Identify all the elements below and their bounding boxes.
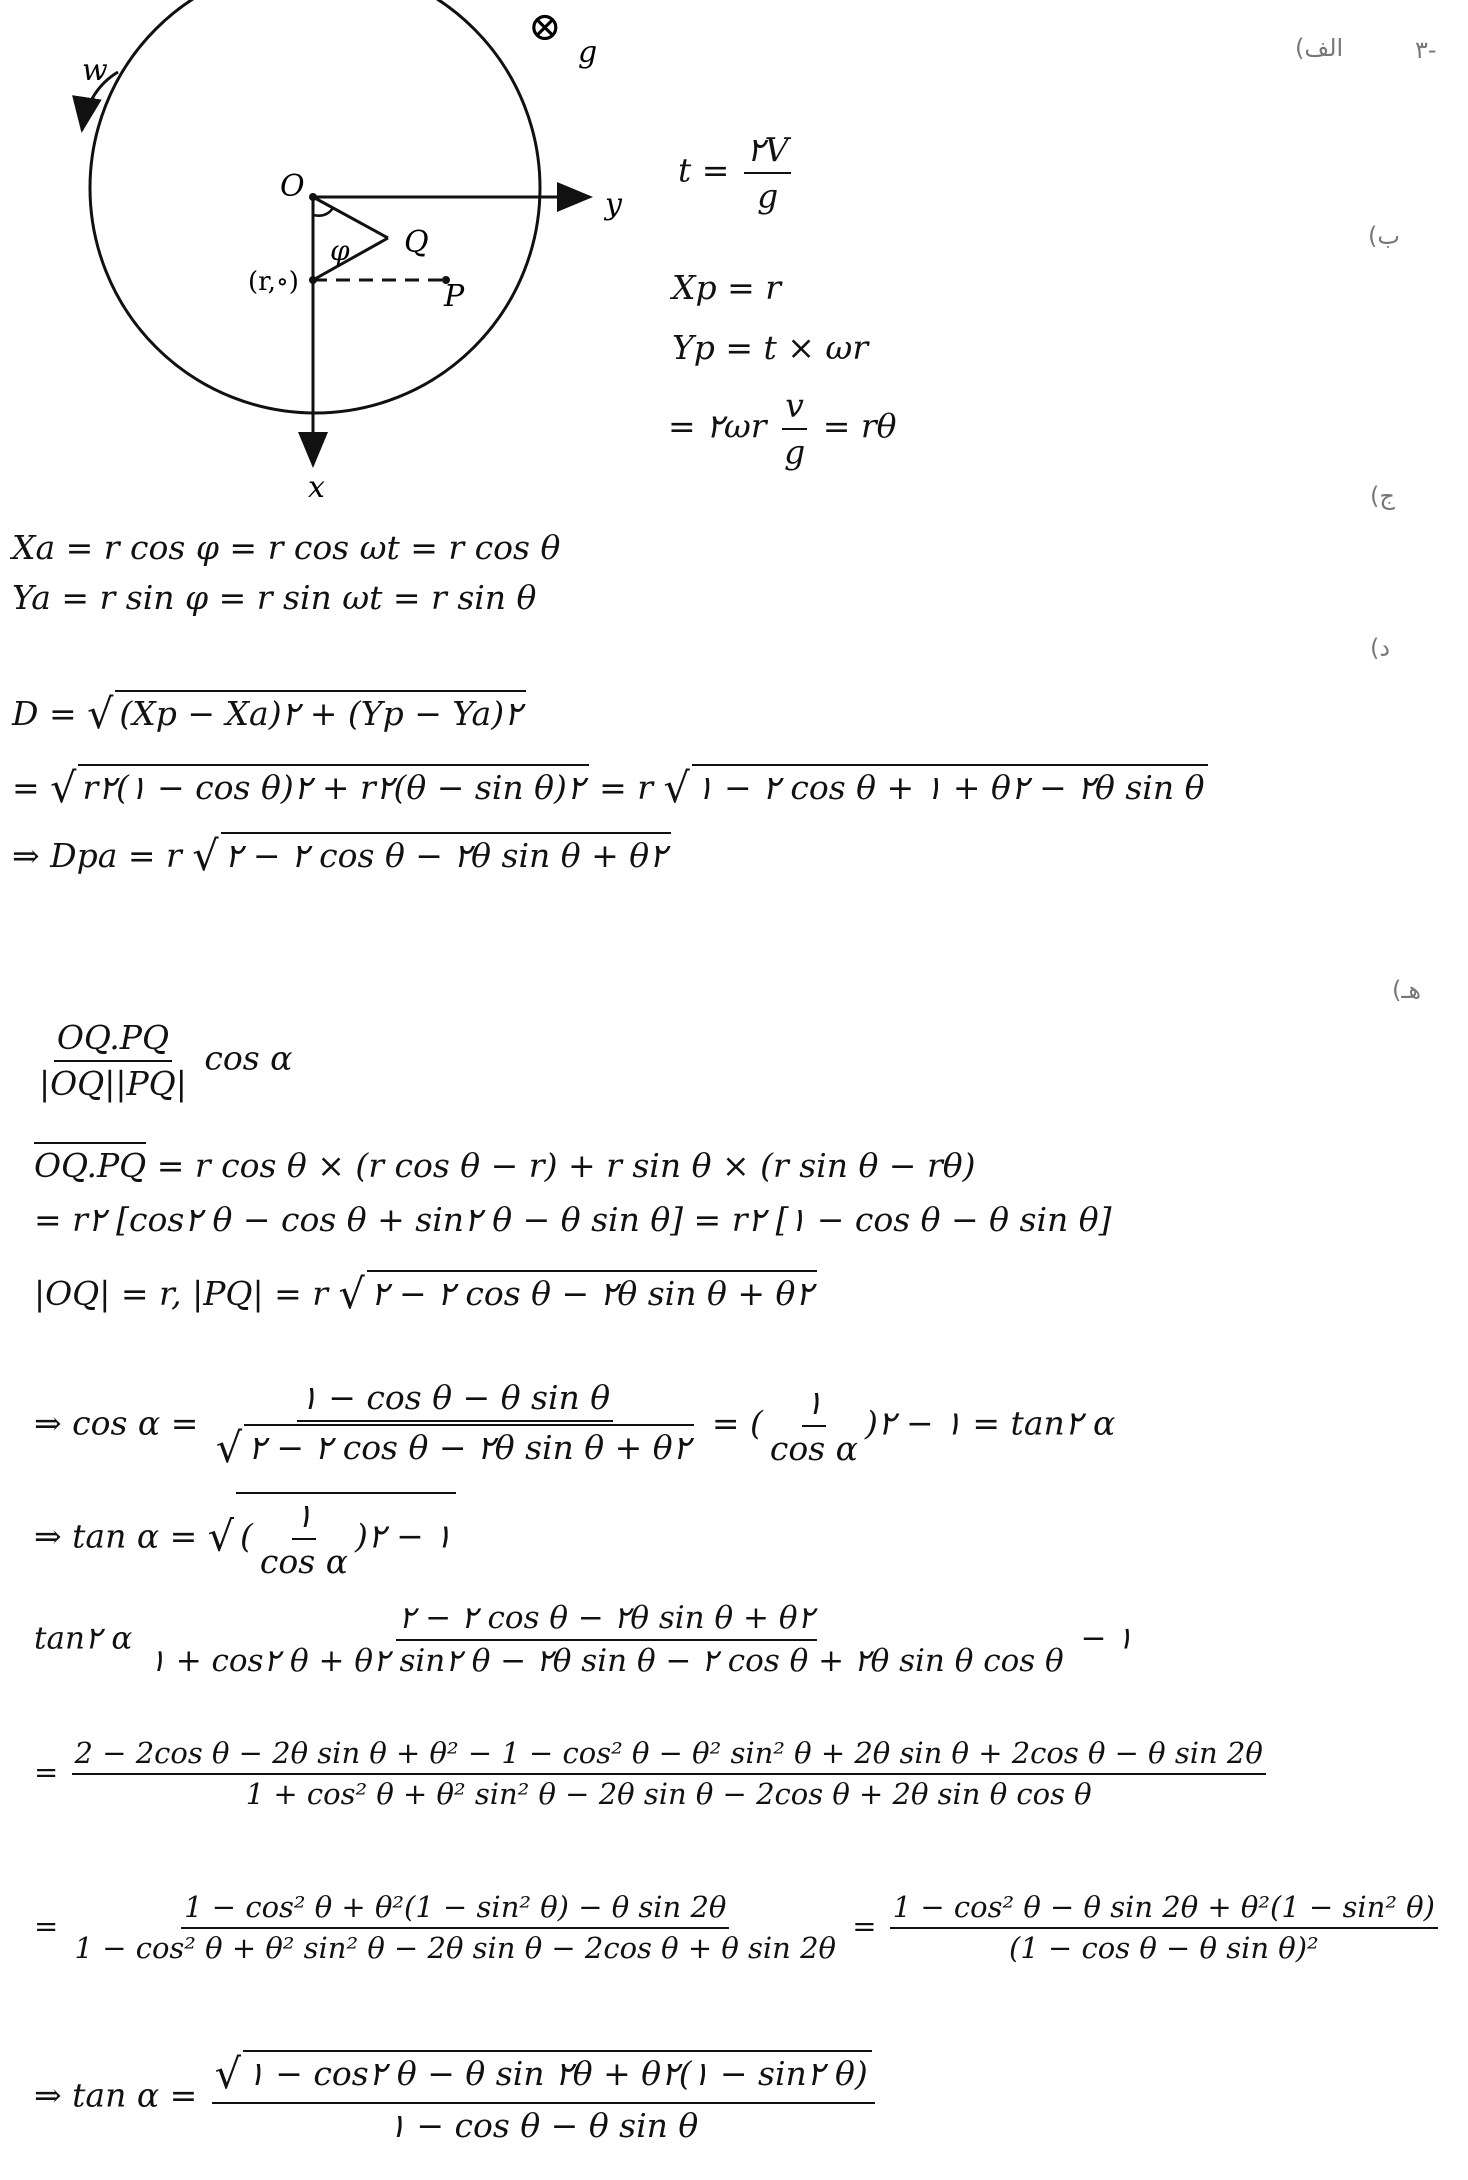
omega-label: w [82, 53, 108, 88]
he-line-2: OQ.PQ = r cos θ × (r cos θ − r) + r sin θ × (r sin θ − rθ) [34, 1142, 975, 1186]
rotating-disk-diagram [0, 0, 700, 500]
he-line-1: $\frac{OQ.PQ}{|OQ||PQ|}$ cos α [39, 1018, 293, 1103]
part-label-he: هـ) [1392, 976, 1422, 1004]
jim-line-2: Ya = r sin φ = r sin ωt = r sin θ [12, 578, 537, 617]
part-label-jim: ج) [1370, 482, 1395, 510]
y-axis-label: y [605, 187, 622, 222]
he-line-7: tan۲ α $\frac{\text{۲ − ۲ cos θ − ۲θ sin θ + θ۲}}{\text{۱ + cos۲ θ + θ۲ sin۲ θ − ۲θ sin θ − ۲ cos θ + ۲θ sin θ cos θ}}$ − ۱ [34, 1600, 1134, 1680]
be-line-3: = ۲ωr $\frac{v}{g}$ = rθ [668, 386, 897, 471]
he-line-10: ⇒ tan α = $\frac{\text{√ ۱ − cos۲ θ − θ sin ۲θ + θ۲(۱ − sin۲ θ)}}{\text{۱ − cos θ − θ sin θ}}$ [34, 2050, 879, 2145]
p-label: P [444, 279, 465, 314]
be-line-1: Xp = r [672, 268, 782, 307]
be-line-2: Yp = t × ωr [672, 328, 869, 367]
angle-arc [313, 208, 333, 216]
he-line-3: = r۲ [cos۲ θ − cos θ + sin۲ θ − θ sin θ] = r۲ [۱ − cos θ − θ sin θ] [34, 1200, 1112, 1239]
g-label: g [578, 35, 598, 70]
origin-label: O [280, 169, 305, 204]
dal-line-3: ⇒ Dpa = r √ ۲ − ۲ cos θ − ۲θ sin θ + θ۲ [12, 832, 671, 882]
he-line-4: |OQ| = r, |PQ| = r √ ۲ − ۲ cos θ − ۲θ sin θ + θ۲ [34, 1270, 817, 1320]
q-label: Q [404, 225, 429, 260]
he-line-9: = $\frac{\text{1 − cos² θ + θ²(1 − sin² θ) − θ sin 2θ}}{\text{1 − cos² θ + θ² sin² θ − 2θ sin θ − 2cos θ + θ sin 2θ}}$ = $\frac{\text{1 − cos² θ − θ sin 2θ + θ²(1 − sin² θ)}}{\text{(1 − cos θ − θ sin θ)²}}$ [34, 1890, 1442, 1966]
q-to-start [313, 238, 388, 280]
part-label-be: ب) [1368, 222, 1400, 250]
part-label-alef: الف) [1295, 34, 1344, 62]
he-line-5: ⇒ cos α = $\frac{\text{۱ − cos θ − θ sin θ}}{\text{√ ۲ − ۲ cos θ − ۲θ sin θ + θ۲}}$ = ( $\frac{۱}{\text{cos α}}$ )۲ − ۱ = tan۲ α [34, 1378, 1116, 1472]
alef-equation: t = $\frac{۲V}{g}$ [678, 130, 795, 215]
he-line-8: = 2 − 2cos θ − 2θ sin θ + θ² − 1 − cos² θ − θ² sin² θ + 2θ sin θ + 2cos θ − θ sin 2θ 1 + cos² θ + θ² sin² θ − 2θ sin θ − 2cos θ + 2θ sin θ cos θ [34, 1736, 1270, 1812]
dal-line-2: = √ r۲(۱ − cos θ)۲ + r۲(θ − sin θ)۲ = r √ ۱ − ۲ cos θ + ۱ + θ۲ − ۲θ sin θ [12, 764, 1208, 814]
jim-line-1: Xa = r cos φ = r cos ωt = r cos θ [12, 528, 561, 567]
disk-circle [90, 0, 540, 413]
dal-line-1: D = √ (Xp − Xa)۲ + (Yp − Ya)۲ [12, 690, 526, 740]
x-axis-label: x [308, 470, 325, 500]
he-line-6: ⇒ tan α = √ ( $\frac{۱}{\text{cos α}}$ )۲ − ۱ [34, 1492, 456, 1581]
question-number: -۳ [1415, 36, 1437, 64]
part-label-dal: د) [1370, 634, 1391, 662]
g-into-page-icon: ⊗ [528, 4, 562, 50]
start-point-label: (r,∘) [248, 267, 299, 297]
phi-label: φ [330, 234, 350, 267]
radius-to-q [313, 197, 388, 238]
